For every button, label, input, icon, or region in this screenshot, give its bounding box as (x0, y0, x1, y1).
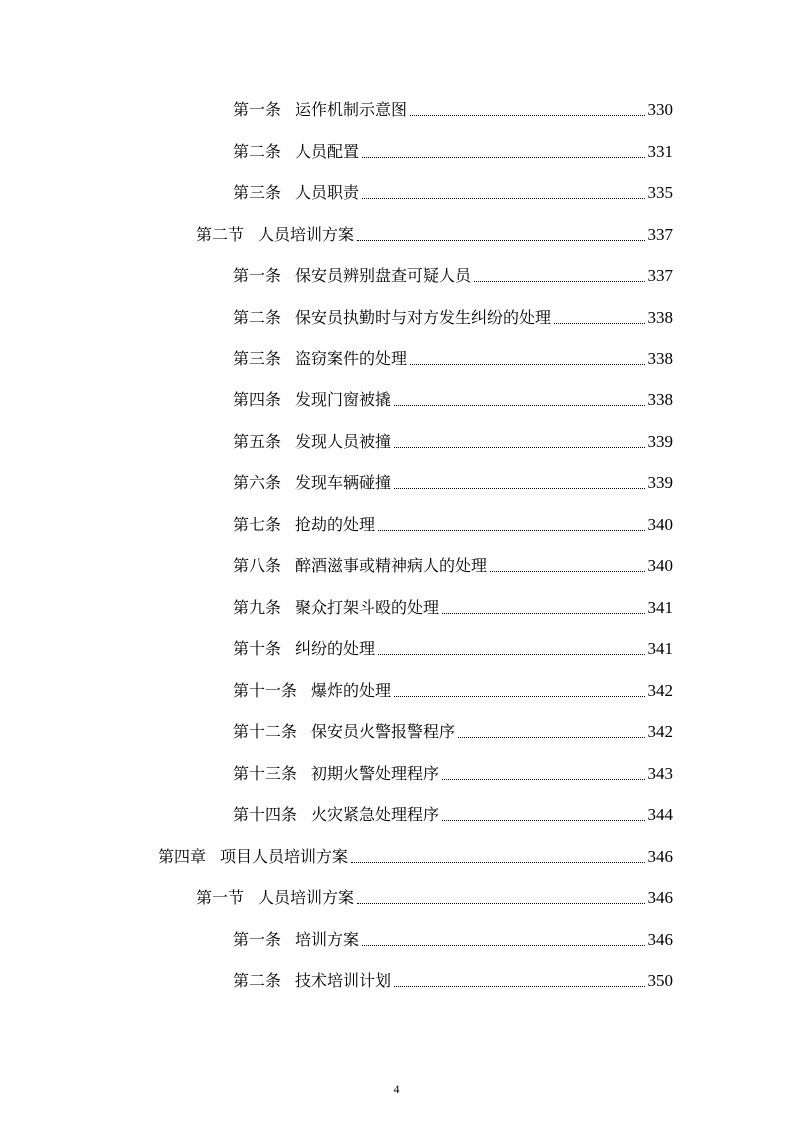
toc-entry-number: 第一节 (196, 888, 245, 907)
toc-entry-section[interactable] (196, 221, 673, 245)
toc-entry-number: 第九条 (233, 598, 282, 617)
toc-entry-title: 技术培训计划 (295, 971, 392, 990)
toc-entry-page: 342 (647, 681, 673, 700)
toc-entry[interactable] (233, 345, 673, 369)
toc-entry-number: 第三条 (233, 349, 282, 368)
toc-entry-title: 火灾紧急处理程序 (311, 805, 440, 824)
toc-entry-number: 第四章 (158, 847, 207, 866)
toc-entry-page: 338 (647, 390, 673, 409)
toc-leader-dots (362, 198, 644, 199)
toc-entry-title: 盗窃案件的处理 (295, 349, 408, 368)
toc-entry[interactable] (233, 262, 673, 286)
toc-entry[interactable] (233, 179, 673, 203)
toc-entry[interactable] (233, 469, 673, 493)
toc-leader-dots (554, 323, 644, 324)
toc-entry-number: 第十条 (233, 639, 282, 658)
toc-entry-title: 醉酒滋事或精神病人的处理 (295, 556, 488, 575)
toc-entry-number: 第三条 (233, 183, 282, 202)
toc-entry[interactable] (233, 760, 673, 784)
toc-entry-number: 第十三条 (233, 764, 298, 783)
toc-entry[interactable] (233, 594, 673, 618)
toc-entry-number: 第七条 (233, 515, 282, 534)
toc-entry-title: 人员培训方案 (258, 888, 355, 907)
toc-leader-dots (394, 986, 644, 987)
toc-entry-number: 第四条 (233, 390, 282, 409)
toc-leader-dots (362, 945, 644, 946)
toc-entry-page: 337 (647, 266, 673, 285)
toc-entry-page: 344 (647, 805, 673, 824)
toc-entry[interactable] (233, 635, 673, 659)
toc-entry-title: 培训方案 (295, 930, 360, 949)
toc-entry-title: 纠纷的处理 (295, 639, 376, 658)
toc-entry-page: 339 (647, 473, 673, 492)
toc-entry-title: 运作机制示意图 (295, 100, 408, 119)
toc-entry[interactable] (233, 677, 673, 701)
toc-entry-number: 第六条 (233, 473, 282, 492)
toc-entry-number: 第二条 (233, 971, 282, 990)
toc-entry-page: 331 (647, 142, 673, 161)
toc-entry-page: 337 (647, 225, 673, 244)
toc-entry-page: 335 (647, 183, 673, 202)
toc-entry-number: 第一条 (233, 100, 282, 119)
toc-entry-page: 340 (647, 556, 673, 575)
toc-entry-title: 保安员执勤时与对方发生纠纷的处理 (295, 308, 552, 327)
toc-entry-title: 抢劫的处理 (295, 515, 376, 534)
toc-entry-page: 346 (647, 847, 673, 866)
toc-entry-number: 第二节 (196, 225, 245, 244)
toc-leader-dots (442, 779, 644, 780)
toc-leader-dots (394, 488, 644, 489)
toc-leader-dots (410, 115, 644, 116)
toc-leader-dots (378, 654, 644, 655)
toc-entry[interactable] (233, 138, 673, 162)
toc-entry-page: 350 (647, 971, 673, 990)
toc-entry-chapter[interactable] (158, 843, 673, 867)
toc-entry[interactable] (233, 552, 673, 576)
toc-entry-title: 项目人员培训方案 (220, 847, 349, 866)
toc-entry-number: 第二条 (233, 142, 282, 161)
toc-entry-title: 爆炸的处理 (311, 681, 392, 700)
toc-entry-title: 保安员辨别盘查可疑人员 (295, 266, 472, 285)
toc-entry-page: 346 (647, 930, 673, 949)
toc-entry-title: 发现人员被撞 (295, 432, 392, 451)
toc-entry[interactable] (233, 967, 673, 991)
toc-entry-number: 第十四条 (233, 805, 298, 824)
toc-entry[interactable] (233, 96, 673, 120)
toc-entry[interactable] (233, 386, 673, 410)
toc-entry-number: 第八条 (233, 556, 282, 575)
toc-leader-dots (351, 862, 644, 863)
toc-leader-dots (394, 447, 644, 448)
toc-leader-dots (442, 613, 644, 614)
toc-entry-page: 346 (647, 888, 673, 907)
toc-entry-title: 人员配置 (295, 142, 360, 161)
toc-entry-page: 342 (647, 722, 673, 741)
toc-leader-dots (490, 571, 644, 572)
toc-leader-dots (458, 737, 644, 738)
toc-entry-page: 340 (647, 515, 673, 534)
toc-leader-dots (474, 281, 644, 282)
toc-leader-dots (357, 903, 644, 904)
toc-leader-dots (362, 157, 644, 158)
toc-entry-title: 保安员火警报警程序 (311, 722, 456, 741)
toc-leader-dots (442, 820, 644, 821)
toc-entry-title: 聚众打架斗殴的处理 (295, 598, 440, 617)
toc-entry-number: 第一条 (233, 266, 282, 285)
toc-entry-title: 发现车辆碰撞 (295, 473, 392, 492)
toc-entry-title: 人员职责 (295, 183, 360, 202)
toc-entry-title: 人员培训方案 (258, 225, 355, 244)
toc-entry[interactable] (233, 304, 673, 328)
toc-entry-section[interactable] (196, 884, 673, 908)
toc-entry[interactable] (233, 926, 673, 950)
toc-entry-page: 341 (647, 598, 673, 617)
toc-leader-dots (357, 240, 644, 241)
toc-leader-dots (394, 696, 644, 697)
toc-leader-dots (378, 530, 644, 531)
toc-entry-page: 341 (647, 639, 673, 658)
toc-entry-number: 第一条 (233, 930, 282, 949)
toc-leader-dots (394, 405, 644, 406)
toc-entry-page: 338 (647, 308, 673, 327)
toc-entry-title: 初期火警处理程序 (311, 764, 440, 783)
toc-entry-number: 第十二条 (233, 722, 298, 741)
toc-entry-number: 第十一条 (233, 681, 298, 700)
toc-entry[interactable] (233, 718, 673, 742)
toc-entry[interactable] (233, 428, 673, 452)
toc-entry-page: 338 (647, 349, 673, 368)
toc-entry-number: 第二条 (233, 308, 282, 327)
toc-entry[interactable] (233, 801, 673, 825)
toc-entry-page: 343 (647, 764, 673, 783)
toc-entry-page: 330 (647, 100, 673, 119)
toc-entry-number: 第五条 (233, 432, 282, 451)
page-number: 4 (393, 1082, 400, 1096)
toc-leader-dots (410, 364, 644, 365)
toc-entry[interactable] (233, 511, 673, 535)
toc-entry-page: 339 (647, 432, 673, 451)
toc-entry-title: 发现门窗被撬 (295, 390, 392, 409)
